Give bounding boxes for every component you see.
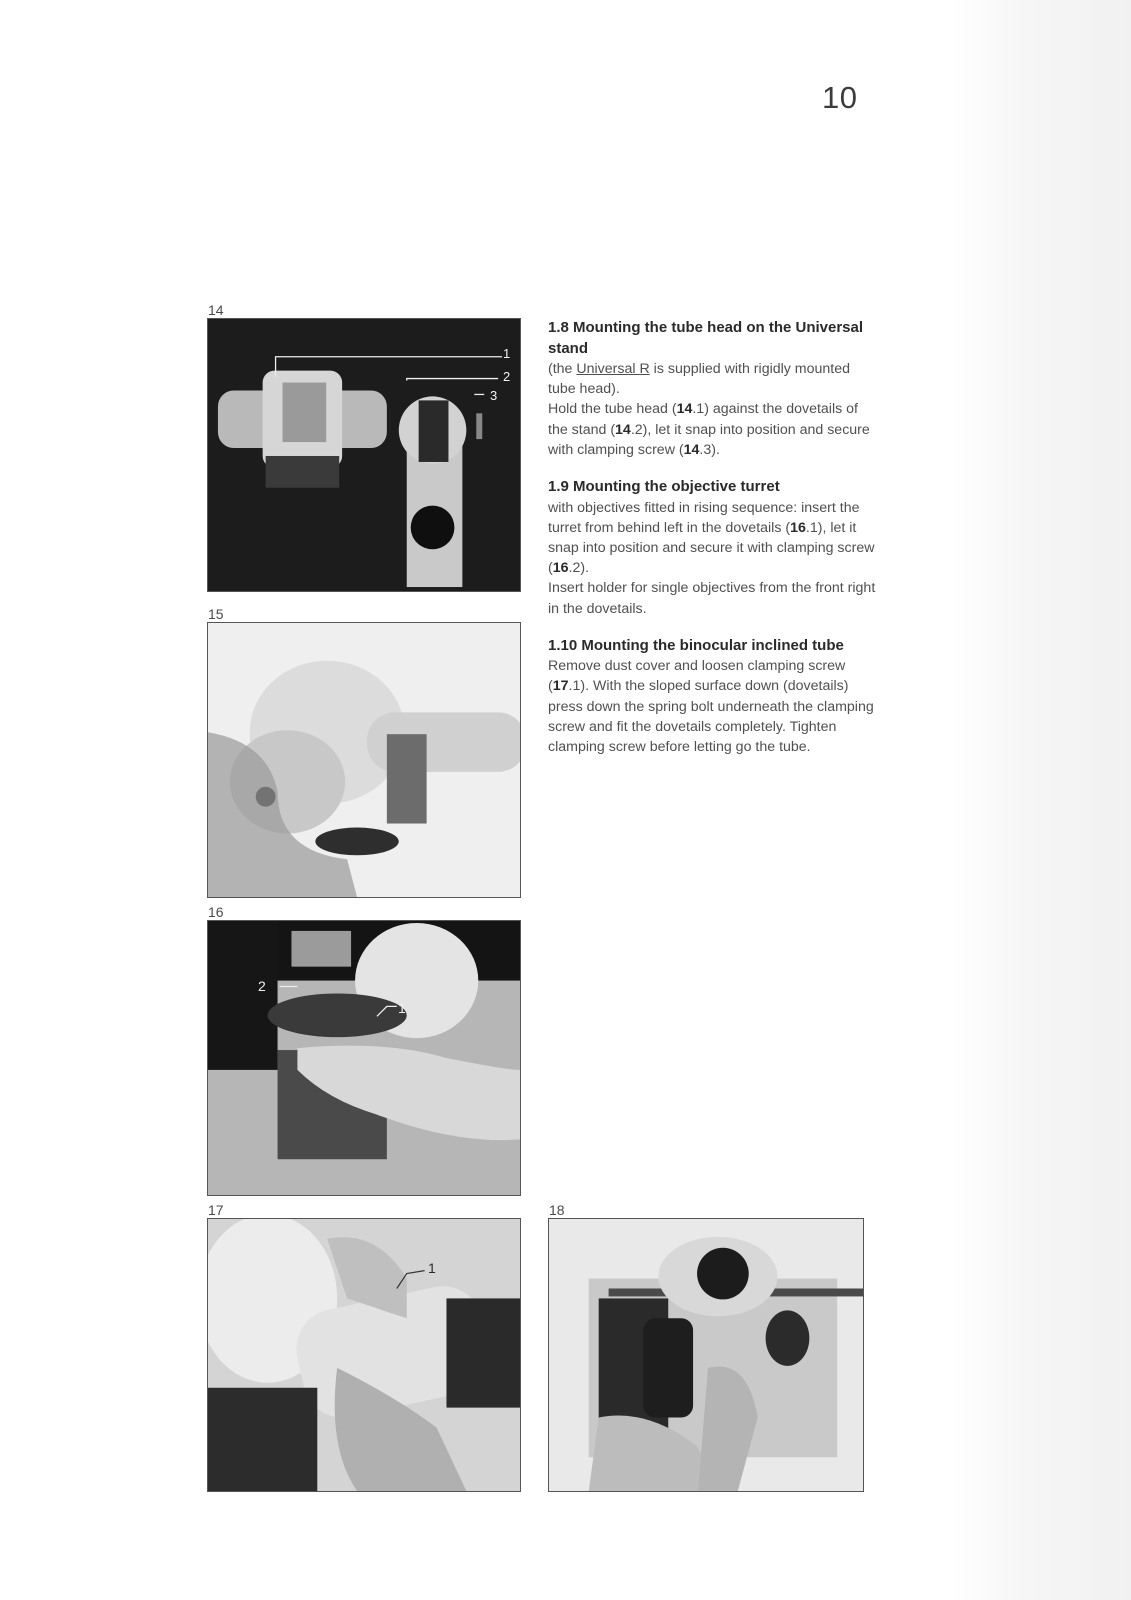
figure-18-number: 18 xyxy=(549,1202,565,1218)
figure-17-photo xyxy=(207,1218,521,1492)
section-1-8-heading: 1.8 Mounting the tube head on the Universal stand xyxy=(548,319,864,357)
section-1-9 xyxy=(548,477,878,619)
figure-14-number: 14 xyxy=(208,302,224,318)
figure-17-callout-1: 1 xyxy=(428,1260,436,1276)
figure-15-photo xyxy=(207,622,521,898)
figure-16-callout-2: 2 xyxy=(258,978,266,994)
universal-r-link: Universal R xyxy=(576,361,650,377)
figure-16-number: 16 xyxy=(208,904,224,920)
figure-18-photo xyxy=(548,1218,864,1492)
figure-14-photo xyxy=(207,318,521,592)
figure-17-number: 17 xyxy=(208,1202,224,1218)
page-number: 10 xyxy=(822,80,858,115)
figure-16-photo xyxy=(207,920,521,1196)
section-1-8 xyxy=(548,318,878,460)
section-1-9-paragraph-1: with objectives fitted in rising sequence: insert the turret from behind left in the dovetails (16.1), let it snap into position and secure it with clamping screw (16.2). xyxy=(548,499,875,577)
section-1-8-paragraph-1: (the Universal R is supplied with rigidly mounted tube head). xyxy=(548,361,851,398)
figure-14-callout-2: 2 xyxy=(503,369,511,384)
figure-16-callout-1: 1 xyxy=(398,1000,406,1016)
page-edge-shading xyxy=(951,0,1131,1600)
section-1-10 xyxy=(548,636,878,758)
section-1-10-paragraph-1: Remove dust cover and loosen clamping screw (17.1). With the sloped surface down (dovetails) press down the spring bolt underneath the clamping screw and fit the dovetails completely. Tighten clamping screw before letting go the tube. xyxy=(548,658,874,756)
instructions-column xyxy=(548,318,878,774)
section-1-10-heading: 1.10 Mounting the binocular inclined tube xyxy=(548,636,844,654)
section-1-9-heading: 1.9 Mounting the objective turret xyxy=(548,478,780,496)
figure-14-callout-3: 3 xyxy=(490,388,498,403)
figure-14-callout-1: 1 xyxy=(503,346,511,361)
section-1-8-paragraph-2: Hold the tube head (14.1) against the dovetails of the stand (14.2), let it snap into position and secure with clamping screw (14.3). xyxy=(548,401,870,458)
figure-15-number: 15 xyxy=(208,606,224,622)
section-1-9-paragraph-2: Insert holder for single objectives from the front right in the dovetails. xyxy=(548,580,876,617)
